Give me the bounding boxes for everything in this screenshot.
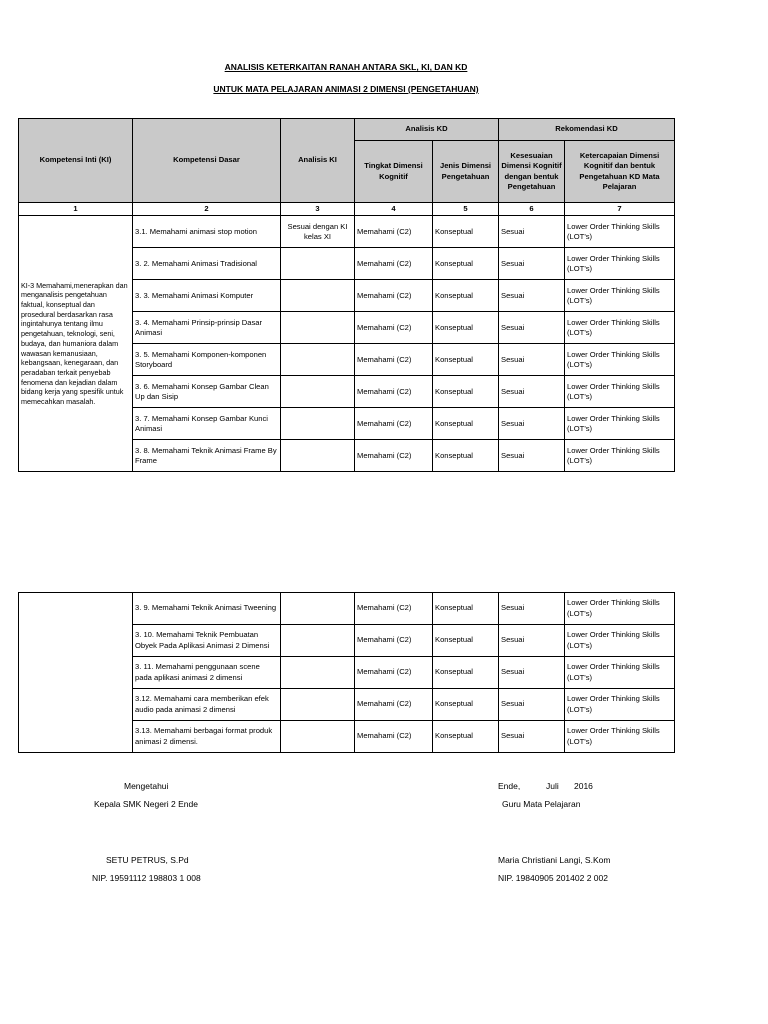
ki-cell: KI-3 Memahami,menerapkan dan menganalisis pengetahuan faktual, konseptual dan prosedural berdasarkan rasa ingintahunya tentang ilmu pengetahuan, teknologi, seni, budaya, dan humaniora dalam wawasan kemanusiaan, kebangsaan, kenegaraan, dan peradaban terkait penyebab fenomena dan kejadian dalam bidang kerja yang spesifik untuk memecahkan masalah. bbox=[19, 216, 133, 472]
tingkat-cell: Memahami (C2) bbox=[355, 408, 433, 440]
col-number: 1 bbox=[19, 203, 133, 216]
tingkat-cell: Memahami (C2) bbox=[355, 376, 433, 408]
kd-cell: 3. 6. Memahami Konsep Gambar Clean Up dan Sisip bbox=[133, 376, 281, 408]
ketercapaian-cell: Lower Order Thinking Skills (LOT's) bbox=[565, 593, 675, 625]
tingkat-cell: Memahami (C2) bbox=[355, 625, 433, 657]
kd-cell: 3. 7. Memahami Konsep Gambar Kunci Animasi bbox=[133, 408, 281, 440]
kd-cell: 3. 4. Memahami Prinsip-prinsip Dasar Animasi bbox=[133, 312, 281, 344]
analysis-table-page2 bbox=[18, 592, 675, 753]
jenis-cell: Konseptual bbox=[433, 689, 499, 721]
analisis-ki-cell bbox=[281, 440, 355, 472]
kd-cell: 3.1. Memahami animasi stop motion bbox=[133, 216, 281, 248]
kesesuaian-cell: Sesuai bbox=[499, 408, 565, 440]
col-number: 2 bbox=[133, 203, 281, 216]
tingkat-cell: Memahami (C2) bbox=[355, 280, 433, 312]
col-number: 4 bbox=[355, 203, 433, 216]
signature-right-nip: NIP. 19840905 201402 2 002 bbox=[498, 873, 608, 883]
signature-left-label: Mengetahui bbox=[124, 781, 169, 791]
kd-cell: 3. 8. Memahami Teknik Animasi Frame By Frame bbox=[133, 440, 281, 472]
ketercapaian-cell: Lower Order Thinking Skills (LOT's) bbox=[565, 248, 675, 280]
kd-cell: 3.12. Memahami cara memberikan efek audio pada animasi 2 dimensi bbox=[133, 689, 281, 721]
kesesuaian-cell: Sesuai bbox=[499, 721, 565, 753]
analisis-ki-cell bbox=[281, 657, 355, 689]
ketercapaian-cell: Lower Order Thinking Skills (LOT's) bbox=[565, 689, 675, 721]
jenis-cell: Konseptual bbox=[433, 216, 499, 248]
column-number-row bbox=[19, 203, 675, 216]
tingkat-cell: Memahami (C2) bbox=[355, 593, 433, 625]
analisis-ki-cell bbox=[281, 376, 355, 408]
document-title: ANALISIS KETERKAITAN RANAH ANTARA SKL, KI, DAN KD bbox=[224, 62, 468, 72]
table-row bbox=[19, 593, 675, 625]
kd-cell: 3. 3. Memahami Animasi Komputer bbox=[133, 280, 281, 312]
kesesuaian-cell: Sesuai bbox=[499, 625, 565, 657]
jenis-cell: Konseptual bbox=[433, 440, 499, 472]
analisis-ki-cell bbox=[281, 593, 355, 625]
header-kd: Kompetensi Dasar bbox=[133, 119, 281, 203]
jenis-cell: Konseptual bbox=[433, 280, 499, 312]
ki-cell bbox=[19, 593, 133, 753]
header-kesesuaian: Kesesuaian Dimensi Kognitif dengan bentuk Pengetahuan bbox=[499, 141, 565, 203]
tingkat-cell: Memahami (C2) bbox=[355, 440, 433, 472]
header-ketercapaian: Ketercapaian Dimensi Kognitif dan bentuk Pengetahuan KD Mata Pelajaran bbox=[565, 141, 675, 203]
header-analisis-ki: Analisis KI bbox=[281, 119, 355, 203]
header-rekomendasi: Rekomendasi KD bbox=[499, 119, 675, 141]
jenis-cell: Konseptual bbox=[433, 312, 499, 344]
signature-place: Ende, bbox=[498, 781, 521, 791]
kesesuaian-cell: Sesuai bbox=[499, 248, 565, 280]
kd-cell: 3. 2. Memahami Animasi Tradisional bbox=[133, 248, 281, 280]
analisis-ki-cell bbox=[281, 689, 355, 721]
kesesuaian-cell: Sesuai bbox=[499, 344, 565, 376]
kd-cell: 3.13. Memahami berbagai format produk animasi 2 dimensi. bbox=[133, 721, 281, 753]
jenis-cell: Konseptual bbox=[433, 721, 499, 753]
analisis-ki-cell bbox=[281, 721, 355, 753]
header-ki: Kompetensi Inti (KI) bbox=[19, 119, 133, 203]
kesesuaian-cell: Sesuai bbox=[499, 440, 565, 472]
signature-right-name: Maria Christiani Langi, S.Kom bbox=[498, 855, 611, 865]
ketercapaian-cell: Lower Order Thinking Skills (LOT's) bbox=[565, 625, 675, 657]
kd-cell: 3. 10. Memahami Teknik Pembuatan Obyek Pada Aplikasi Animasi 2 Dimensi bbox=[133, 625, 281, 657]
tingkat-cell: Memahami (C2) bbox=[355, 216, 433, 248]
kesesuaian-cell: Sesuai bbox=[499, 280, 565, 312]
tingkat-cell: Memahami (C2) bbox=[355, 657, 433, 689]
jenis-cell: Konseptual bbox=[433, 248, 499, 280]
signature-month: Juli bbox=[546, 781, 559, 791]
analisis-ki-cell bbox=[281, 280, 355, 312]
tingkat-cell: Memahami (C2) bbox=[355, 312, 433, 344]
analysis-table-page1 bbox=[18, 118, 675, 472]
tingkat-cell: Memahami (C2) bbox=[355, 689, 433, 721]
ketercapaian-cell: Lower Order Thinking Skills (LOT's) bbox=[565, 376, 675, 408]
jenis-cell: Konseptual bbox=[433, 408, 499, 440]
ketercapaian-cell: Lower Order Thinking Skills (LOT's) bbox=[565, 408, 675, 440]
table-row bbox=[19, 216, 675, 248]
kesesuaian-cell: Sesuai bbox=[499, 216, 565, 248]
ketercapaian-cell: Lower Order Thinking Skills (LOT's) bbox=[565, 344, 675, 376]
ketercapaian-cell: Lower Order Thinking Skills (LOT's) bbox=[565, 440, 675, 472]
jenis-cell: Konseptual bbox=[433, 376, 499, 408]
signature-right-position: Guru Mata Pelajaran bbox=[502, 799, 581, 809]
signature-year: 2016 bbox=[574, 781, 593, 791]
tingkat-cell: Memahami (C2) bbox=[355, 344, 433, 376]
signature-left-position: Kepala SMK Negeri 2 Ende bbox=[94, 799, 198, 809]
kesesuaian-cell: Sesuai bbox=[499, 689, 565, 721]
document-subtitle: UNTUK MATA PELAJARAN ANIMASI 2 DIMENSI (PENGETAHUAN) bbox=[213, 84, 479, 94]
signature-left-nip: NIP. 19591112 198803 1 008 bbox=[92, 873, 201, 883]
analisis-ki-cell: Sesuai dengan KI kelas XI bbox=[281, 216, 355, 248]
kesesuaian-cell: Sesuai bbox=[499, 657, 565, 689]
col-number: 3 bbox=[281, 203, 355, 216]
signature-left-name: SETU PETRUS, S.Pd bbox=[106, 855, 189, 865]
kesesuaian-cell: Sesuai bbox=[499, 593, 565, 625]
kd-cell: 3. 11. Memahami penggunaan scene pada aplikasi animasi 2 dimensi bbox=[133, 657, 281, 689]
jenis-cell: Konseptual bbox=[433, 593, 499, 625]
jenis-cell: Konseptual bbox=[433, 344, 499, 376]
kesesuaian-cell: Sesuai bbox=[499, 376, 565, 408]
analisis-ki-cell bbox=[281, 344, 355, 376]
ketercapaian-cell: Lower Order Thinking Skills (LOT's) bbox=[565, 280, 675, 312]
ketercapaian-cell: Lower Order Thinking Skills (LOT's) bbox=[565, 312, 675, 344]
ketercapaian-cell: Lower Order Thinking Skills (LOT's) bbox=[565, 721, 675, 753]
analisis-ki-cell bbox=[281, 625, 355, 657]
col-number: 6 bbox=[499, 203, 565, 216]
tingkat-cell: Memahami (C2) bbox=[355, 721, 433, 753]
analisis-ki-cell bbox=[281, 408, 355, 440]
col-number: 7 bbox=[565, 203, 675, 216]
header-tingkat: Tingkat Dimensi Kognitif bbox=[355, 141, 433, 203]
header-jenis: Jenis Dimensi Pengetahuan bbox=[433, 141, 499, 203]
header-analisis-kd: Analisis KD bbox=[355, 119, 499, 141]
kd-cell: 3. 9. Memahami Teknik Animasi Tweening bbox=[133, 593, 281, 625]
jenis-cell: Konseptual bbox=[433, 657, 499, 689]
ketercapaian-cell: Lower Order Thinking Skills (LOT's) bbox=[565, 657, 675, 689]
col-number: 5 bbox=[433, 203, 499, 216]
kesesuaian-cell: Sesuai bbox=[499, 312, 565, 344]
jenis-cell: Konseptual bbox=[433, 625, 499, 657]
analisis-ki-cell bbox=[281, 248, 355, 280]
tingkat-cell: Memahami (C2) bbox=[355, 248, 433, 280]
analisis-ki-cell bbox=[281, 312, 355, 344]
kd-cell: 3. 5. Memahami Komponen-komponen Storyboard bbox=[133, 344, 281, 376]
ketercapaian-cell: Lower Order Thinking Skills (LOT's) bbox=[565, 216, 675, 248]
